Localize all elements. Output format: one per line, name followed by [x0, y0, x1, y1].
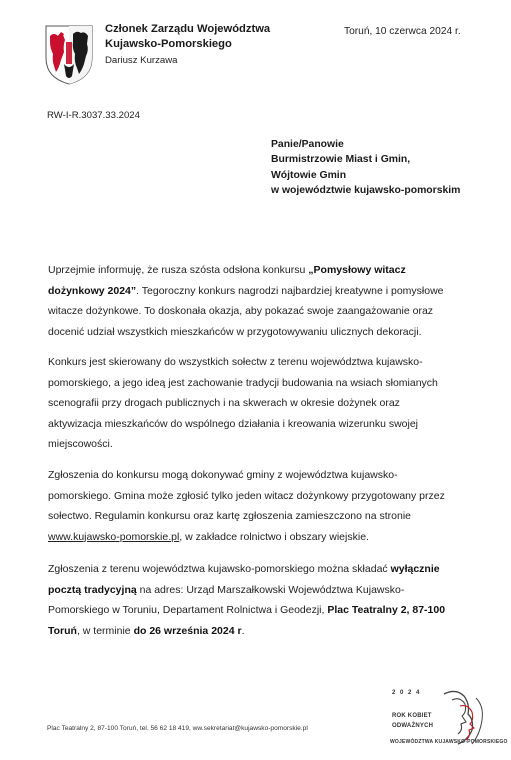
- reference-number: RW-I-R.3037.33.2024: [47, 110, 140, 121]
- addressee-line: Burmistrzowie Miast i Gmin,: [271, 154, 411, 166]
- website-link[interactable]: www.kujawsko-pomorskie.pl: [48, 530, 180, 543]
- bold-run: Plac Teatralny 2, 87-100: [327, 604, 446, 617]
- text-line: scenografii przy drogach publicznych i na skwerach w okresie dożynek oraz: [48, 397, 400, 410]
- text-line: miejscowości.: [48, 438, 113, 451]
- text-run: . Tegoroczny konkurs nagrodzi najbardziej kreatywne i pomysłowe: [136, 284, 444, 297]
- text-line: Konkurs jest skierowany do wszystkich sołectw z terenu województwa kujawsko-: [48, 356, 423, 368]
- year-logo: [388, 686, 508, 748]
- text-line: docenić udział wszystkich mieszkańców w przygotowywaniu ulicznych dekoracji.: [48, 325, 422, 338]
- text-line: pomorskiego. Gmina może zgłosić tylko jeden witacz dożynkowy przygotowany przez: [48, 489, 445, 502]
- paragraph-delivery: [48, 559, 473, 641]
- addressee-line: Wójtowie Gmin: [271, 169, 347, 181]
- addressee-line: w województwie kujawsko-pomorskim: [271, 185, 461, 197]
- text-run: Uprzejmie informuję, że rusza szósta odsłona konkursu: [48, 264, 309, 276]
- text-run: .: [241, 624, 245, 637]
- text-line: sołectwo. Regulamin konkursu oraz kartę zgłoszenia zamieszczono na stronie: [48, 510, 412, 523]
- text-line: witacze dożynkowe. To doskonała okazja, aby pokazać swoje zaangażowanie oraz: [48, 305, 434, 318]
- text-run: , w terminie: [76, 624, 134, 637]
- issuer-title: [105, 22, 270, 52]
- text-run: , w zakładce rolnictwo i obszary wiejskie.: [179, 530, 369, 543]
- issuer-title-line2: Kujawsko-Pomorskiego: [105, 38, 232, 50]
- coat-of-arms-icon: [44, 24, 94, 86]
- addressee-line: Panie/Panowie: [271, 139, 344, 150]
- logo-line1: ROK KOBIET: [392, 713, 432, 719]
- paragraph-about: [48, 352, 473, 455]
- bold-run: Toruń: [48, 624, 77, 637]
- issuer-name: Dariusz Kurzawa: [105, 55, 178, 66]
- logo-line2: ODWAŻNYCH: [392, 723, 434, 729]
- footer-contact: Plac Teatralny 2, 87-100 Toruń, tel. 56 62 18 419, ww.sekretariat@kujawsko-pomorskie.pl: [47, 725, 308, 732]
- paragraph-submissions: [48, 465, 473, 547]
- bold-run: wyłącznie: [390, 563, 440, 575]
- contest-name-bold: dożynkowy 2024”: [48, 284, 137, 297]
- text-line: pomorskiego, a jego ideą jest zachowanie tradycji budowania na wsiach słomianych: [48, 376, 438, 389]
- text-run: Zgłoszenia z terenu województwa kujawsko-pomorskiego można składać: [48, 563, 391, 575]
- text-line: Zgłoszenia do konkursu mogą dokonywać gminy z województwa kujawsko-: [48, 469, 398, 481]
- paragraph-intro: [48, 260, 473, 342]
- logo-year: 2 0 2 4: [392, 690, 421, 696]
- bold-run: pocztą tradycyjną: [48, 583, 137, 596]
- text-run: Pomorskiego w Toruniu, Departament Rolnictwa i Geodezji,: [48, 604, 328, 617]
- deadline-bold: do 26 września 2024 r: [133, 624, 242, 637]
- text-line: aktywizacja mieszkańców do wspólnego działania i kreowania wizerunku swojej: [48, 417, 419, 430]
- text-run: na adres: Urząd Marszałkowski Województwa Kujawsko-: [136, 583, 405, 596]
- letter-date: Toruń, 10 czerwca 2024 r.: [344, 26, 461, 37]
- issuer-title-line1: Członek Zarządu Województwa: [105, 23, 271, 35]
- contest-name-bold: „Pomysłowy witacz: [308, 264, 406, 276]
- logo-line3: WOJEWÓDZTWA KUJAWSKO-POMORSKIEGO: [390, 739, 508, 745]
- addressee-block: [271, 137, 460, 199]
